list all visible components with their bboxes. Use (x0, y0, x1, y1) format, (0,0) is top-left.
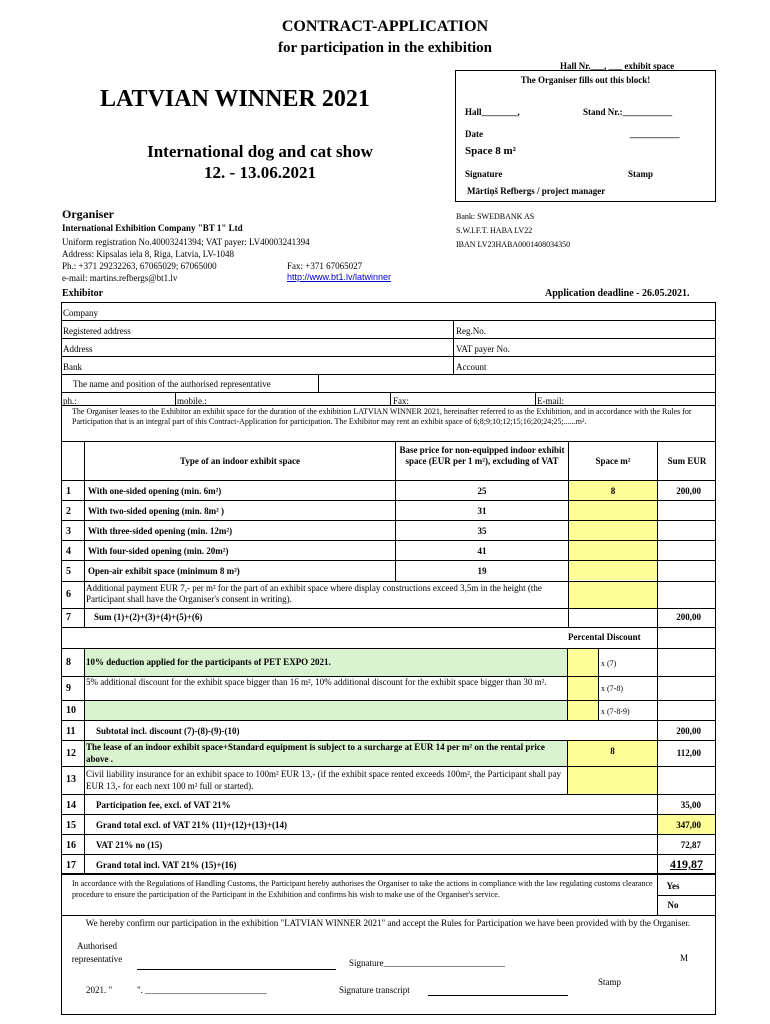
row-base-price: 35 (477, 526, 487, 536)
row-total-excl-vat-label: Grand total excl. of VAT 21% (11)+(12)+(13)+(14) (96, 820, 287, 830)
organiser-heading: Organiser (62, 207, 114, 221)
customs-authorisation: In accordance with the Regulations of Handling Customs, the Participant hereby authorises the Organiser to take the actions in compliance with the law regulating customs clearance procedure to ensure the participation of the Participant in the Exhibition and confirms his wish to make use of the Organiser's service. (72, 879, 653, 899)
row-space-type: Open-air exhibit space (minimum 8 m²) (88, 566, 240, 576)
discount-formula: x (7-8-9) (601, 707, 630, 716)
row-number: 3 (66, 526, 71, 537)
col-type-header: Type of an indoor exhibit space (180, 456, 300, 466)
application-deadline: Application deadline - 26.05.2021. (545, 288, 690, 299)
fax-field[interactable]: Fax: (393, 396, 410, 406)
space-input-cell[interactable] (569, 541, 657, 560)
row-space-type: With one-sided opening (min. 6m²) (88, 486, 222, 496)
date-field[interactable]: ___________ (630, 129, 680, 139)
row-total-incl-vat-value: 419,87 (670, 857, 703, 871)
row-number: 2 (66, 506, 71, 517)
stamp-label: Stamp (598, 977, 622, 987)
company-field[interactable]: Company (63, 308, 98, 318)
row-sum-value: 200,00 (676, 486, 701, 496)
discount-formula: x (7) (601, 659, 617, 668)
m-label: M (680, 953, 689, 963)
row-space-type: With three-sided opening (min. 12m²) (88, 526, 233, 536)
row-base-price: 31 (477, 506, 487, 516)
representative-label: representative (71, 954, 123, 964)
vat-payer-field[interactable]: VAT payer No. (456, 344, 510, 354)
event-dates: 12. - 13.06.2021 (204, 163, 316, 182)
representative-field[interactable]: The name and position of the authorised representative (73, 379, 271, 389)
lease-terms: The Organiser leases to the Exhibitor an exhibit space for the duration of the exhibition LATVIAN WINNER 2021, hereinafter referred to as the Exhibition, and in accordance with the Rules for Participation that is an integral part of this Contract-Application for participation. The Exhibitor may rent an exhibit space of 6;8;9;10;12;15;16;20;24;25;......m². (72, 407, 692, 426)
space-input-cell[interactable] (569, 501, 657, 520)
row-space-value: 8 (610, 486, 616, 496)
hall-number: Hall Nr.___, ___ exhibit space (560, 61, 675, 71)
organiser-fax: Fax: +371 67065027 (287, 261, 363, 271)
row-number: 17 (66, 860, 76, 871)
row-vat-value: 72,87 (680, 840, 701, 850)
organiser-website-link[interactable]: http://www.bt1.lv/latwinner (287, 272, 392, 282)
row-number: 13 (66, 774, 76, 785)
email-field[interactable]: E-mail: (537, 396, 564, 406)
row-number: 4 (66, 546, 71, 557)
page-title: CONTRACT-APPLICATION (281, 18, 489, 35)
row-number: 10 (66, 705, 76, 716)
row-insurance-label: Civil liability insurance for an exhibit space to 100m² EUR 13,- (if the exhibit space rented exceeds 100m², the Participant shall pay EUR 13,- for each next 100 m² full or started). (86, 769, 562, 791)
space-input-cell[interactable] (569, 561, 657, 580)
date-field[interactable]: ". ___________________________ (137, 985, 267, 995)
row-base-price: 41 (477, 546, 487, 556)
event-description: International dog and cat show (147, 142, 373, 161)
signature-transcript-label: Signature transcript (339, 985, 410, 995)
row-participation-fee-label: Participation fee, excl. of VAT 21% (96, 800, 231, 810)
row-sum-label: Sum (1)+(2)+(3)+(4)+(5)+(6) (94, 612, 203, 622)
project-manager: Mārtiņš Refbergs / project manager (467, 186, 606, 196)
confirmation-statement: We hereby confirm our participation in the exhibition "LATVIAN WINNER 2021" and accept the Rules for Participation we have been provided with by the Organiser. (85, 918, 691, 928)
row-number: 15 (66, 820, 76, 831)
row-standard-equipment-sum: 112,00 (676, 748, 701, 758)
row-participation-fee-value: 35,00 (680, 800, 701, 810)
row-subtotal-value: 200,00 (676, 726, 701, 736)
phone-field[interactable]: ph.: (63, 396, 77, 406)
signature-field[interactable]: Signature___________________________ (349, 958, 505, 968)
event-name: LATVIAN WINNER 2021 (100, 86, 370, 112)
mobile-field[interactable]: mobile.: (177, 396, 207, 406)
row-standard-equipment-label: The lease of an indoor exhibit space+Standard equipment is subject to a surcharge at EUR 14 per m² on the rental price above . (86, 742, 545, 764)
organiser-block-note: The Organiser fills out this block! (520, 75, 651, 85)
organiser-iban: IBAN LV23HABA0001408034350 (456, 240, 571, 249)
row-number: 14 (66, 800, 76, 811)
row-number: 12 (66, 748, 76, 759)
row-space-discount: 5% additional discount for the exhibit space bigger than 16 m², 10% additional discount for the exhibit space bigger than 30 m². (86, 677, 547, 687)
signature-label: Signature (465, 169, 503, 179)
stand-field[interactable]: Stand Nr.:___________ (583, 107, 673, 117)
organiser-registration: Uniform registration No.40003241394; VAT payer: LV40003241394 (62, 237, 310, 247)
row-number: 9 (66, 683, 71, 694)
page-subtitle: for participation in the exhibition (278, 40, 492, 56)
row-total-incl-vat-label: Grand total incl. VAT 21% (15)+(16) (96, 860, 237, 870)
percental-discount-header: Percental Discount (568, 632, 641, 642)
row-sum-value: 200,00 (676, 612, 701, 622)
col-sum-header: Sum EUR (667, 456, 707, 466)
row-number: 8 (66, 657, 71, 668)
customs-no-option[interactable]: No (667, 900, 679, 910)
row-number: 1 (66, 486, 71, 497)
date-prefix: 2021. " (86, 985, 113, 995)
row-total-excl-vat-value: 347,00 (676, 820, 701, 830)
row-base-price: 25 (477, 486, 487, 496)
address-field[interactable]: Address (63, 344, 93, 354)
space-value: Space 8 m² (465, 145, 516, 157)
account-field[interactable]: Account (456, 362, 487, 372)
discount-formula: x (7-8) (601, 684, 623, 693)
customs-yes-option[interactable]: Yes (666, 881, 680, 891)
row-base-price: 19 (477, 566, 487, 576)
organiser-address: Address: Kipsalas iela 8, Riga, Latvia, LV-1048 (62, 249, 235, 259)
exhibitor-heading: Exhibitor (62, 288, 104, 299)
row-vat-label: VAT 21% no (15) (96, 840, 163, 850)
row-standard-equipment-space: 8 (610, 746, 615, 756)
row-number: 11 (66, 726, 76, 737)
row-subtotal-label: Subtotal incl. discount (7)-(8)-(9)-(10) (96, 726, 240, 736)
organiser-phone: Ph.: +371 29232263, 67065029; 67065000 (62, 261, 217, 271)
stamp-label: Stamp (628, 169, 654, 179)
authorised-label: Authorised (77, 941, 117, 951)
bank-field[interactable]: Bank (63, 362, 82, 372)
date-label: Date (465, 129, 483, 139)
registered-address-field[interactable]: Registered address (63, 326, 131, 336)
row-space-type: With two-sided opening (min. 8m² ) (88, 506, 225, 516)
row-number: 7 (66, 612, 71, 623)
representative-name-line[interactable] (137, 968, 336, 970)
row-number: 6 (66, 589, 71, 600)
row-number: 5 (66, 566, 71, 577)
organiser-bank: Bank: SWEDBANK AS (456, 212, 535, 221)
row-height-surcharge: Additional payment EUR 7,- per m² for the part of an exhibit space where display constructions exceed 3,5m in the height (the Participant shall have the Organiser's consent in writing). (86, 583, 542, 604)
organiser-company: International Exhibition Company "BT 1" Ltd (62, 223, 243, 233)
organiser-email: e-mail: martins.refbergs@bt1.lv (62, 273, 178, 283)
row-pet-expo-discount: 10% deduction applied for the participants of PET EXPO 2021. (86, 657, 331, 667)
signature-transcript-line[interactable] (428, 994, 568, 996)
organiser-swift: S.W.I.F.T. HABA LV22 (456, 226, 533, 235)
hall-field[interactable]: Hall________, (465, 107, 520, 117)
reg-no-field[interactable]: Reg.No. (456, 326, 486, 336)
row-space-type: With four-sided opening (min. 20m²) (88, 546, 229, 556)
row-number: 16 (66, 840, 76, 851)
col-space-header: Space m² (595, 456, 631, 466)
space-input-cell[interactable] (569, 521, 657, 540)
col-base-price-header: Base price for non-equipped indoor exhibit space (EUR per 1 m²), excluding of VAT (399, 445, 565, 466)
